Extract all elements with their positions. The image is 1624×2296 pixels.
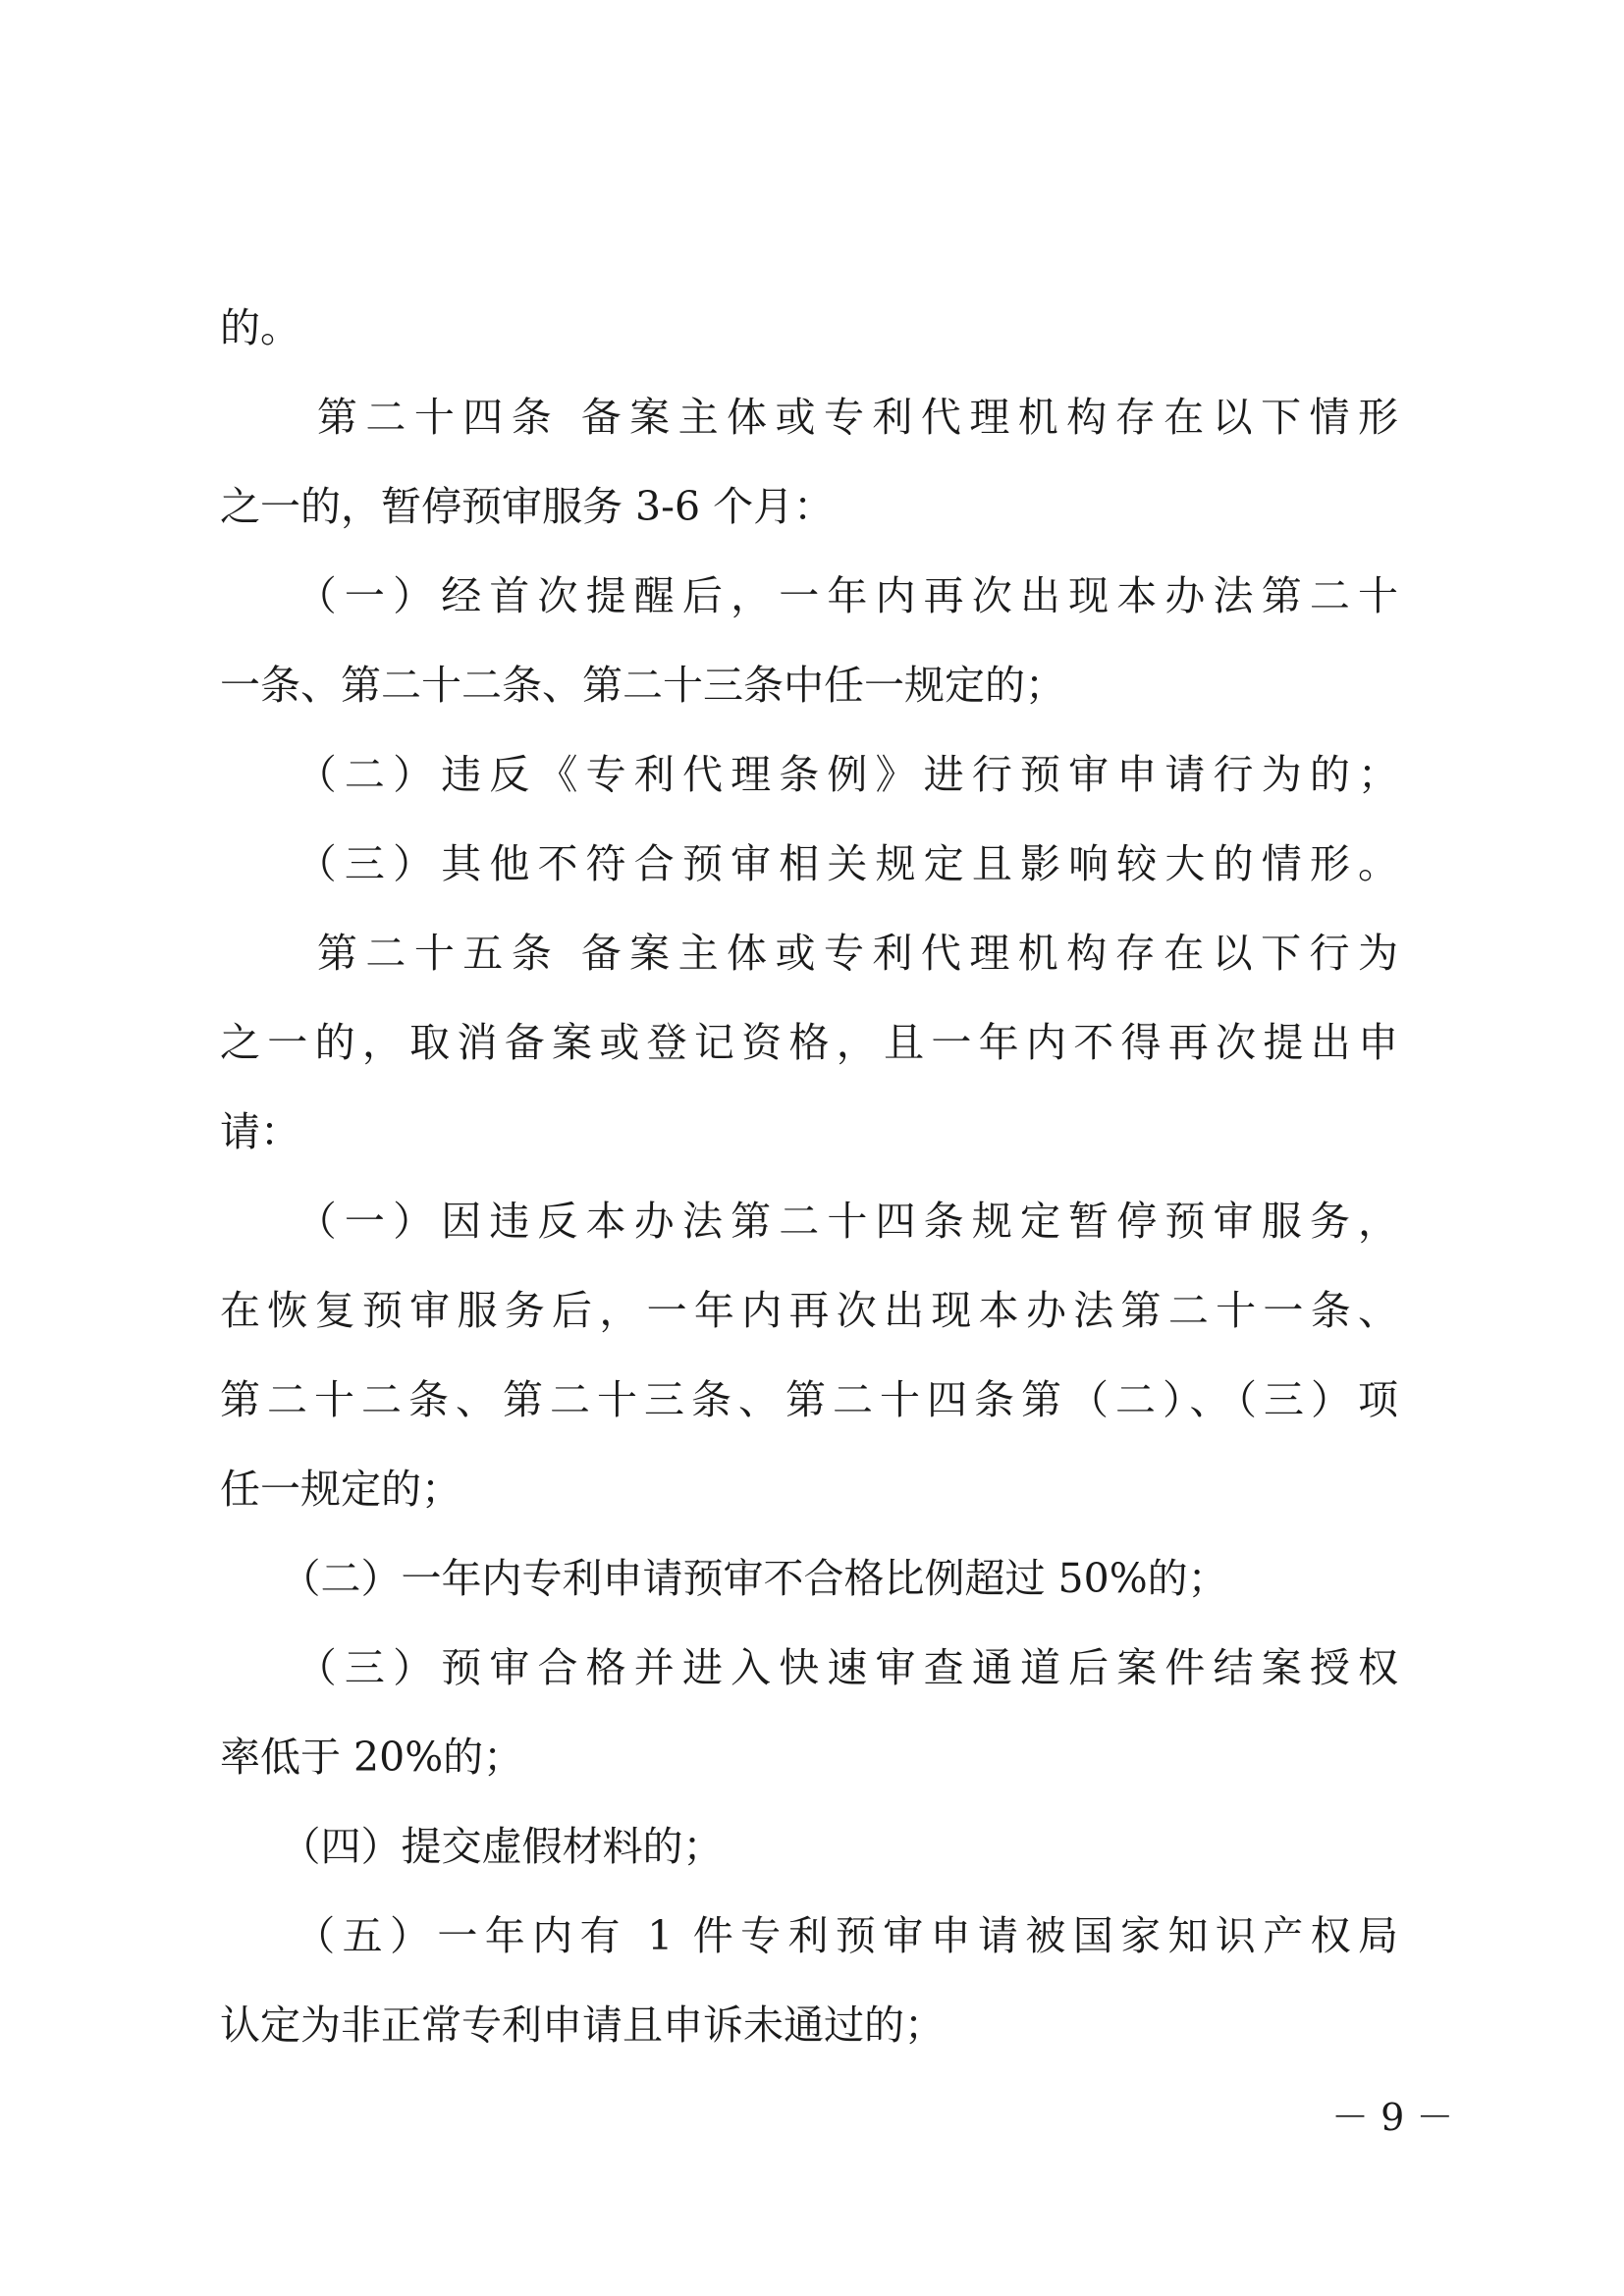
text-line: 之一的，取消备案或登记资格，且一年内不得再次提出申: [220, 1019, 1398, 1066]
text-line: 之一的，暂停预审服务 3-6 个月：: [220, 483, 835, 530]
text-line: 认定为非正常专利申请且申诉未通过的；: [220, 2002, 945, 2049]
text-line: （五）一年内有 1 件专利预审申请被国家知识产权局: [220, 1912, 1398, 1959]
text-line: （一）经首次提醒后，一年内再次出现本办法第二十: [220, 572, 1398, 619]
text-line: 请：: [220, 1108, 300, 1155]
text-line: 率低于 20%的；: [220, 1734, 524, 1781]
text-line: 第二十二条、第二十三条、第二十四条第（二）、（三）项: [220, 1376, 1398, 1423]
text-line: 第二十四条 备案主体或专利代理机构存在以下情形: [220, 394, 1398, 441]
text-line: （一）因违反本办法第二十四条规定暂停预审服务，: [220, 1198, 1398, 1245]
text-line: （二）违反《专利代理条例》进行预审申请行为的；: [220, 751, 1398, 798]
text-line: 一条、第二十二条、第二十三条中任一规定的；: [220, 662, 1065, 709]
text-line: 第二十五条 备案主体或专利代理机构存在以下行为: [220, 930, 1398, 977]
text-line: 的。: [220, 304, 300, 351]
text-line: 在恢复预审服务后，一年内再次出现本办法第二十一条、: [220, 1287, 1398, 1334]
text-line: （四）提交虚假材料的；: [220, 1823, 724, 1870]
text-line: （三）预审合格并进入快速审查通道后案件结案授权: [220, 1644, 1398, 1691]
page-number: － 9 －: [1331, 2096, 1454, 2139]
text-line: （二）一年内专利申请预审不合格比例超过 50%的；: [220, 1555, 1228, 1602]
text-line: 任一规定的；: [220, 1466, 461, 1513]
text-line: （三）其他不符合预审相关规定且影响较大的情形。: [220, 840, 1398, 887]
